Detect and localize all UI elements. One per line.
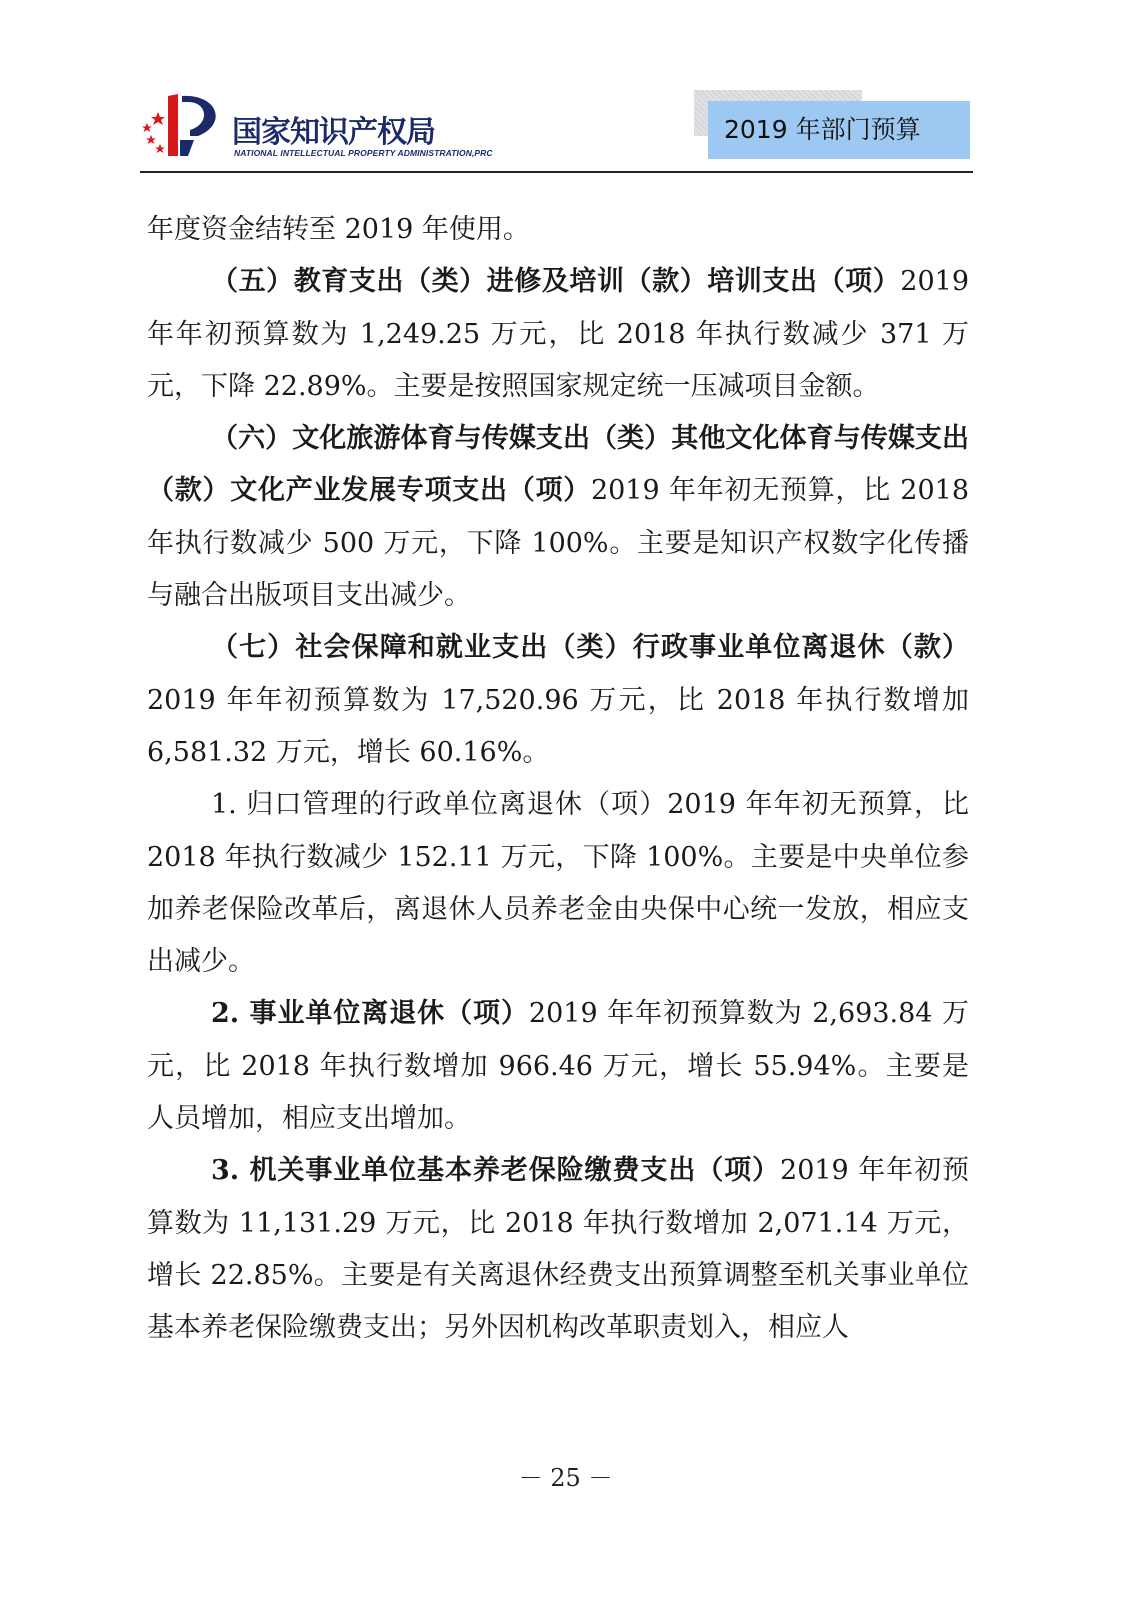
logo-title-cn: 国家知识产权局: [232, 115, 435, 150]
paragraph-heading: （六）文化旅游体育与传媒支出（类）其他文化体育与传媒支出（款）文化产业发展专项支出（项）: [147, 423, 969, 507]
budget-year-badge: 2019 年部门预算: [708, 101, 970, 159]
paragraph-item-2: [147, 988, 969, 1145]
cnipa-logo-icon: [138, 90, 230, 160]
paragraph-heading: （七）社会保障和就业支出（类）行政事业单位离退休（款）: [211, 632, 969, 664]
paragraph-heading: 1. 归口管理的行政单位离退休（项）: [211, 789, 668, 821]
document-body: [147, 204, 969, 1355]
paragraph-text: 2019 年年初预算数为 2,693.84 万元，比 2018 年执行数增加 966.46 万元，增长 55.94%。主要是人员增加，相应支出增加。: [147, 998, 969, 1135]
paragraph-item-1: [147, 779, 969, 988]
paragraph-education: [147, 256, 969, 413]
page-number: － 25 －: [518, 1464, 613, 1492]
paragraph-culture: [147, 413, 969, 622]
paragraph-text: 2019 年年初预算数为 11,131.29 万元，比 2018 年执行数增加 2,071.14 万元，增长 22.85%。主要是有关离退休经费支出预算调整至机关事业单位基本养老保险缴费支出；另外因机构改革职责划入，相应人: [147, 1155, 969, 1344]
paragraph-text: 年度资金结转至 2019 年使用。: [147, 214, 530, 245]
paragraph-text: 2019 年年初预算数为 1,249.25 万元，比 2018 年执行数减少 371 万元，下降 22.89%。主要是按照国家规定统一压减项目金额。: [147, 266, 969, 402]
paragraph-heading: 2. 事业单位离退休（项）: [211, 998, 529, 1030]
page-header: [0, 0, 1131, 180]
paragraph-item-3: [147, 1145, 969, 1354]
paragraph-text: 2019 年年初无预算，比 2018 年执行数减少 500 万元，下降 100%。主要是知识产权数字化传播与融合出版项目支出减少。: [147, 475, 970, 612]
paragraph-text: 2019 年年初预算数为 17,520.96 万元，比 2018 年执行数增加 6,581.32 万元，增长 60.16%。: [147, 684, 969, 768]
header-divider: [140, 171, 973, 173]
logo-title-en: NATIONAL INTELLECTUAL PROPERTY ADMINISTRATION,PRC: [234, 148, 493, 158]
paragraph-continuation: [147, 204, 969, 256]
paragraph-heading: 3. 机关事业单位基本养老保险缴费支出（项）: [211, 1155, 781, 1187]
paragraph-text: 2019 年年初无预算，比 2018 年执行数减少 152.11 万元，下降 100%。主要是中央单位参加养老保险改革后，离退休人员养老金由央保中心统一发放，相应支出减少。: [147, 789, 969, 978]
paragraph-social-security: [147, 622, 969, 779]
paragraph-heading: （五）教育支出（类）进修及培训（款）培训支出（项）: [211, 266, 901, 298]
